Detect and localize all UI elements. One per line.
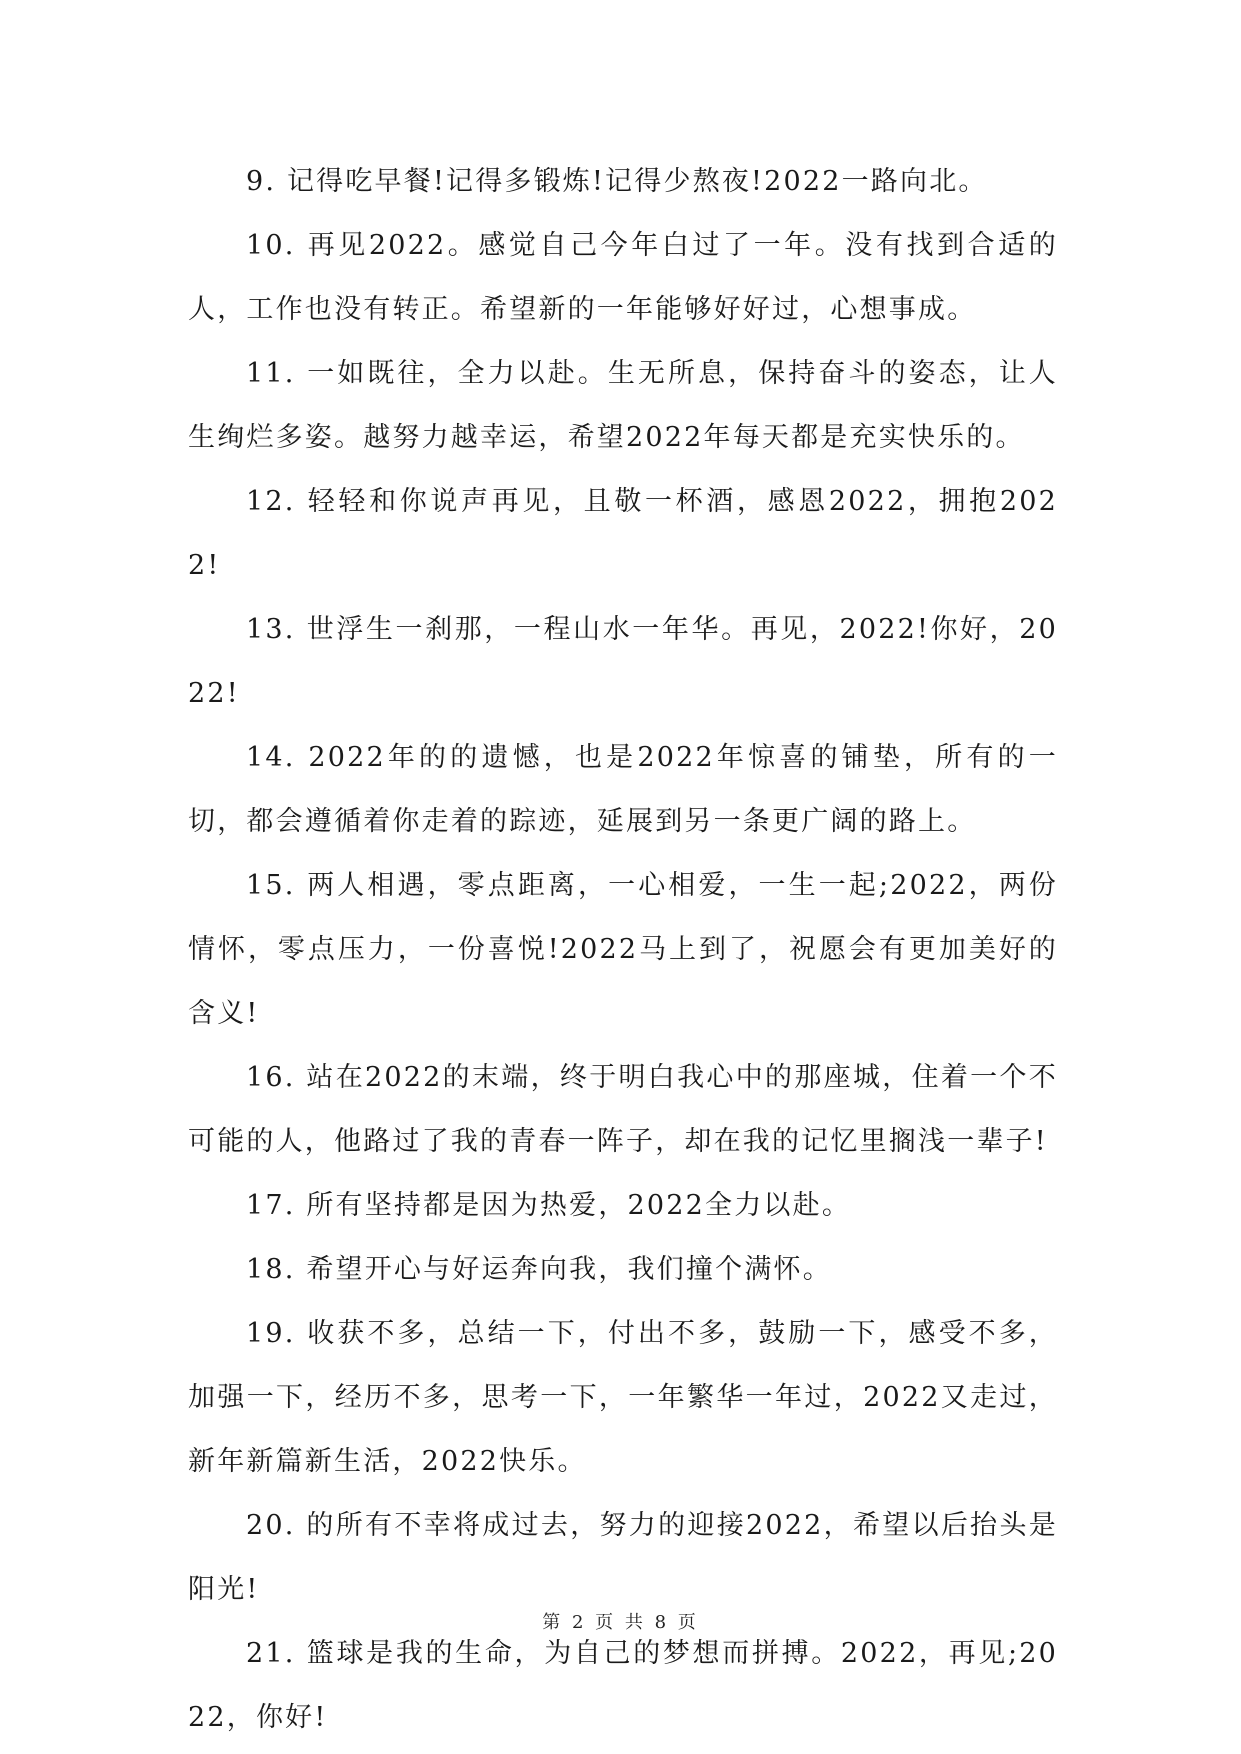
list-item: 10. 再见2022。感觉自己今年白过了一年。没有找到合适的人，工作也没有转正。希望新的一年能够好好过，心想事成。 bbox=[188, 230, 1058, 325]
list-item: 11. 一如既往，全力以赴。生无所息，保持奋斗的姿态，让人生绚烂多姿。越努力越幸运，希望2022年每天都是充实快乐的。 bbox=[188, 358, 1058, 453]
page-footer bbox=[0, 1608, 1241, 1634]
document-body bbox=[188, 150, 1058, 1750]
list-item: 18. 希望开心与好运奔向我，我们撞个满怀。 bbox=[246, 1254, 832, 1285]
list-item: 14. 2022年的的遗憾，也是2022年惊喜的铺垫，所有的一切，都会遵循着你走着的踪迹，延展到另一条更广阔的路上。 bbox=[188, 742, 1058, 837]
list-item: 20. 的所有不幸将成过去，努力的迎接2022，希望以后抬头是阳光! bbox=[188, 1510, 1058, 1605]
list-item: 19. 收获不多，总结一下，付出不多，鼓励一下，感受不多，加强一下，经历不多，思考一下，一年繁华一年过，2022又走过，新年新篇新生活，2022快乐。 bbox=[188, 1318, 1058, 1477]
list-item: 12. 轻轻和你说声再见，且敬一杯酒，感恩2022，拥抱2022! bbox=[188, 486, 1058, 581]
list-item: 9. 记得吃早餐!记得多锻炼!记得少熬夜!2022一路向北。 bbox=[246, 166, 988, 197]
list-item: 13. 世浮生一刹那，一程山水一年华。再见，2022!你好，2022! bbox=[188, 614, 1058, 709]
list-item: 15. 两人相遇，零点距离，一心相爱，一生一起;2022，两份情怀，零点压力，一份喜悦!2022马上到了，祝愿会有更加美好的含义! bbox=[188, 870, 1058, 1029]
list-item: 17. 所有坚持都是因为热爱，2022全力以赴。 bbox=[246, 1190, 852, 1221]
list-item: 16. 站在2022的末端，终于明白我心中的那座城，住着一个不可能的人，他路过了我的青春一阵子，却在我的记忆里搁浅一辈子! bbox=[188, 1062, 1058, 1157]
list-item: 21. 篮球是我的生命，为自己的梦想而拼搏。2022，再见;2022，你好! bbox=[188, 1638, 1058, 1733]
page-number-label: 第 2 页 共 8 页 bbox=[542, 1612, 699, 1633]
